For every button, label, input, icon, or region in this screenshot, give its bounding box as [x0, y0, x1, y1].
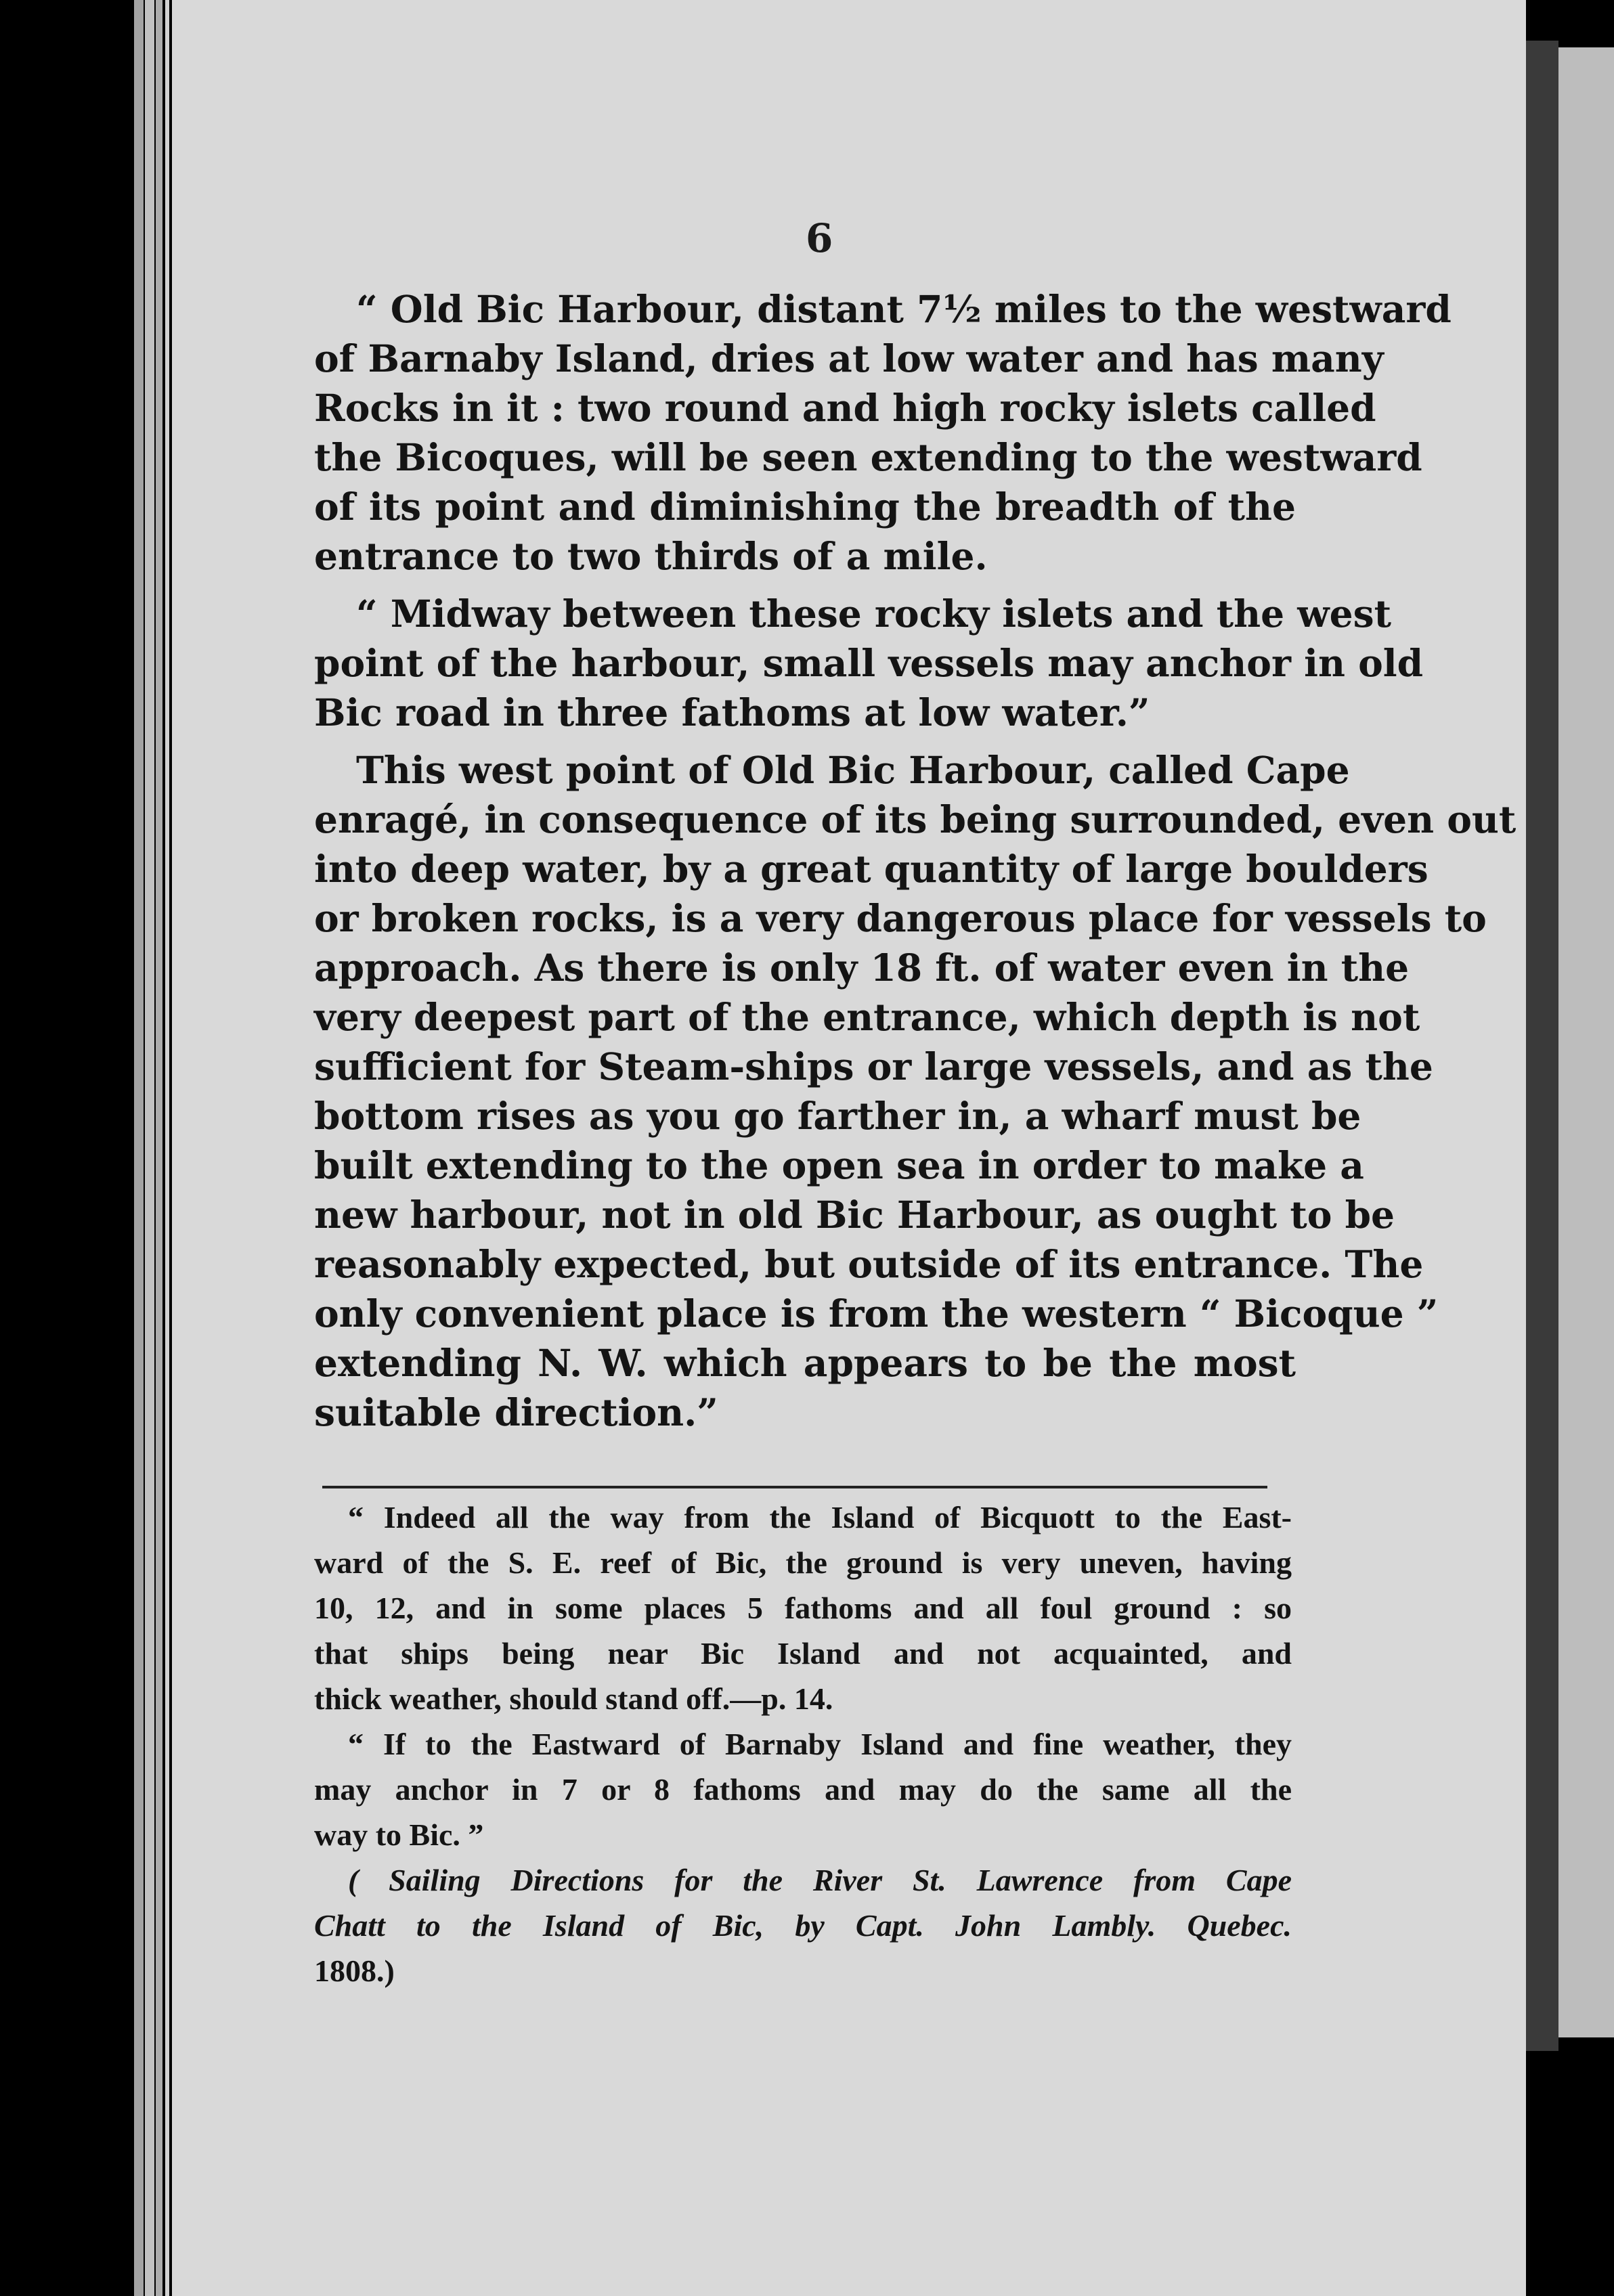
text-line: of Barnaby Island, dries at low water and has many: [314, 336, 1384, 380]
footnote-indeed: [314, 1495, 1292, 1721]
footnote-eastward: [314, 1721, 1292, 1857]
text-line: approach. As there is only 18 ft. of water even in the: [314, 946, 1410, 990]
footnote-line: may anchor in 7 or 8 fathoms and may do the same all the: [314, 1772, 1292, 1807]
text-line: of its point and diminishing the breadth of the: [314, 485, 1296, 529]
page-edge-1: [134, 0, 144, 2296]
footnote-line: thick weather, should stand off.—p. 14.: [314, 1681, 833, 1716]
page-edge-3: [156, 0, 162, 2296]
text-line: the Bicoques, will be seen extending to the westward: [314, 435, 1422, 479]
text-line: enragé, in consequence of its being surrounded, even out: [314, 797, 1517, 841]
footnote-divider: [322, 1486, 1267, 1488]
page-gutter: [1526, 41, 1558, 2051]
citation-line: ( Sailing Directions for the River St. Lawrence from Cape: [348, 1863, 1292, 1897]
main-text: [314, 284, 1517, 1445]
text-line: sufficient for Steam-ships or large vessels, and as the: [314, 1044, 1433, 1088]
text-line: into deep water, by a great quantity of large boulders: [314, 847, 1428, 891]
footnote-line: “ Indeed all the way from the Island of Bicquott to the East-: [348, 1500, 1292, 1535]
text-line: built extending to the open sea in order to make a: [314, 1143, 1364, 1187]
paragraph-midway: [314, 589, 1424, 737]
footnote-line: way to Bic. ”: [314, 1817, 484, 1852]
citation: [314, 1857, 1292, 1993]
page-number: 6: [806, 215, 833, 261]
footnotes: [314, 1495, 1292, 1993]
text-line: point of the harbour, small vessels may anchor in old: [314, 641, 1424, 685]
footnote-line: “ If to the Eastward of Barnaby Island and fine weather, they: [348, 1727, 1292, 1761]
paragraph-west-point: [314, 745, 1517, 1437]
footnote-line: 10, 12, and in some places 5 fathoms and all foul ground : so: [314, 1591, 1292, 1625]
text-line: suitable direction.”: [314, 1390, 718, 1434]
text-line: only convenient place is from the western “ Bicoque ”: [314, 1292, 1439, 1335]
page-edge-2: [145, 0, 154, 2296]
footnote-line: that ships being near Bic Island and not acquainted, and: [314, 1636, 1292, 1671]
text-line: new harbour, not in old Bic Harbour, as ought to be: [314, 1193, 1395, 1237]
page-edge-4: [165, 0, 169, 2296]
text-line: entrance to two thirds of a mile.: [314, 534, 988, 578]
text-line: This west point of Old Bic Harbour, called Cape: [356, 748, 1350, 792]
adjacent-page-edge: [1558, 47, 1614, 2037]
citation-year: 1808.): [314, 1953, 395, 1988]
citation-line: Chatt to the Island of Bic, by Capt. John Lambly. Quebec.: [314, 1908, 1292, 1943]
footnote-line: ward of the S. E. reef of Bic, the ground is very uneven, having: [314, 1545, 1292, 1580]
text-line: very deepest part of the entrance, which depth is not: [314, 995, 1420, 1039]
text-line: reasonably expected, but outside of its entrance. The: [314, 1242, 1424, 1286]
text-line: Bic road in three fathoms at low water.”: [314, 690, 1150, 734]
text-line: “ Old Bic Harbour, distant 7½ miles to the westward: [356, 287, 1452, 331]
text-line: extending N. W. which appears to be the most: [314, 1341, 1296, 1385]
text-line: Rocks in it : two round and high rocky islets called: [314, 386, 1376, 430]
text-line: or broken rocks, is a very dangerous place for vessels to: [314, 896, 1487, 940]
text-line: “ Midway between these rocky islets and the west: [356, 592, 1392, 636]
text-line: bottom rises as you go farther in, a wharf must be: [314, 1094, 1361, 1138]
paragraph-old-bic-harbour: [314, 284, 1452, 581]
